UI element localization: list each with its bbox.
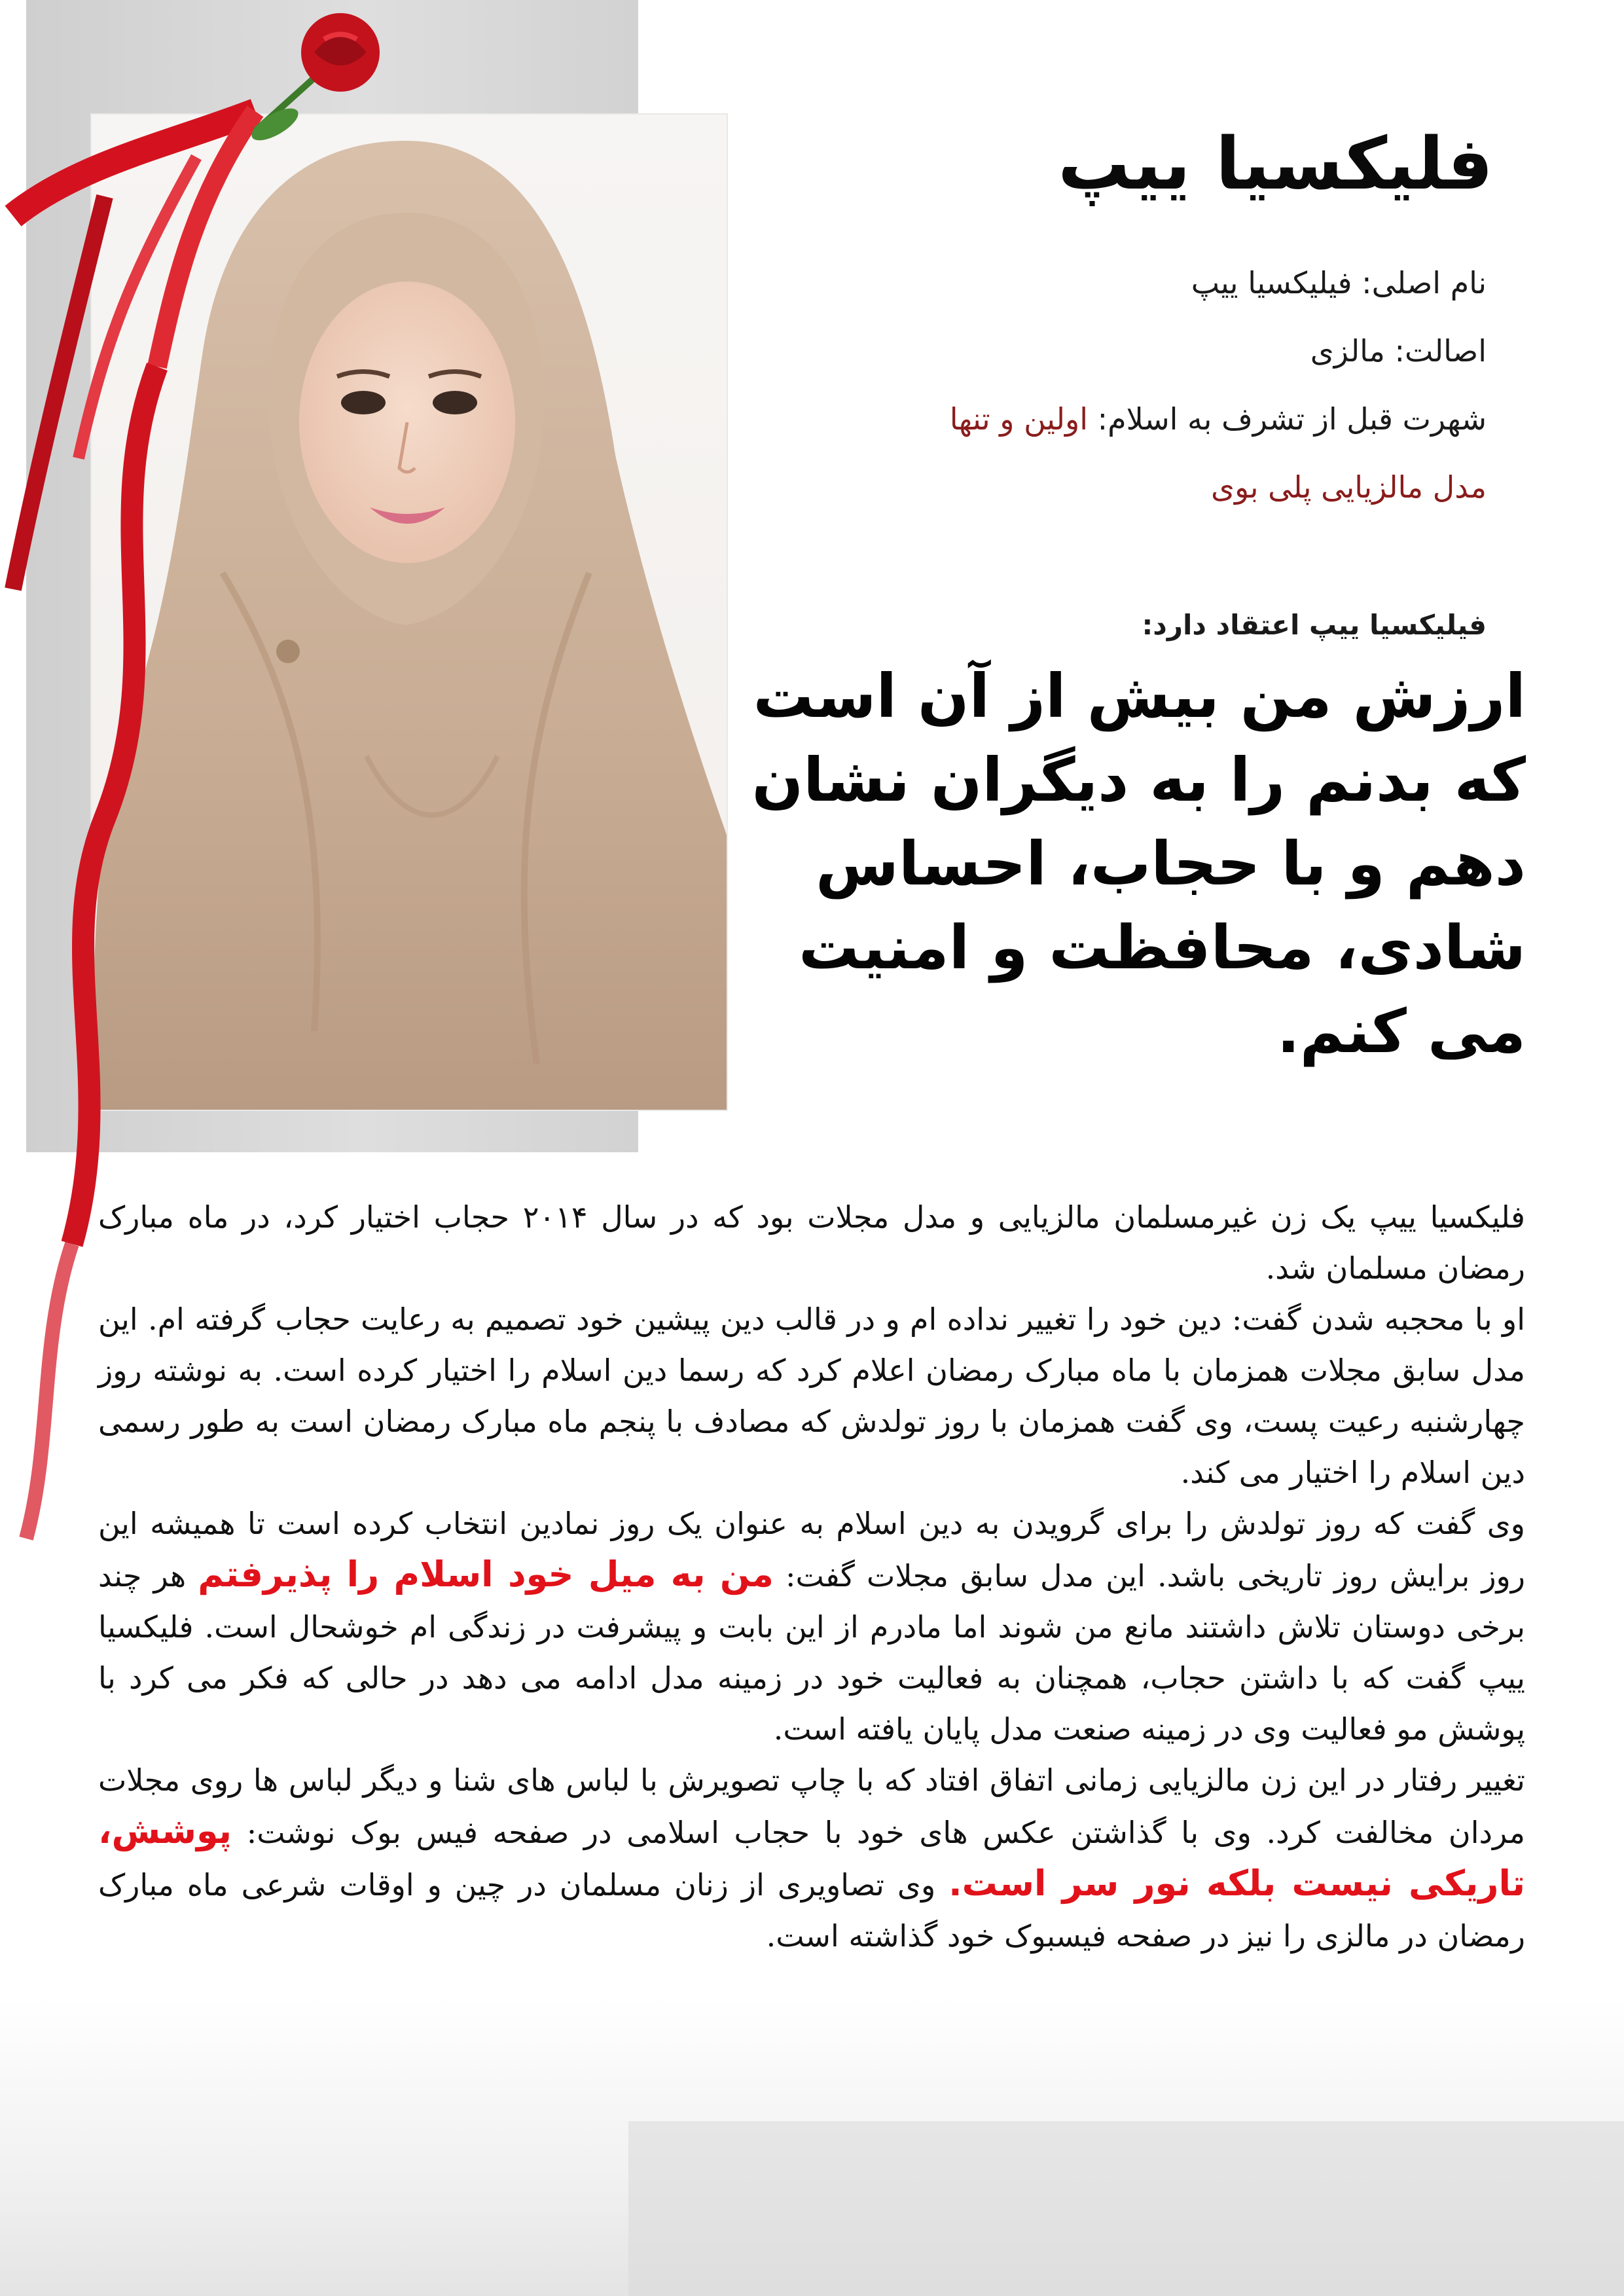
real-name: نام اصلی: فیلیکسیا ییپ xyxy=(1191,265,1487,301)
profile-info xyxy=(701,249,1487,521)
article-p3-b: هر چند برخی دوستان تلاش داشتند مانع من شوند اما مادرم از این بابت و پیشرفت در زندگی ام خوشحال است. فلیکسیا ییپ گفت که با داشتن حجاب، همچنان به فعالیت خود در زمینه مدل ادامه می دهد در حالی که فکر می کرد با پوشش مو فعالیت وی در زمینه صنعت مدل پایان یافته است. xyxy=(98,1558,1525,1747)
fame-value-part2: مدل مالزیایی پلی بوی xyxy=(1210,469,1487,505)
article-p4-b: وی تصاویری از زنان مسلمان در چین و اوقات شرعی ماه مبارک رمضان در مالزی را نیز در صفحه فیسبوک خود گذاشته است. xyxy=(98,1867,1525,1954)
article-paragraph-3 xyxy=(98,1498,1525,1755)
belief-quote: ارزش من بیش از آن است که بدنم را به دیگران نشان دهم و با حجاب، احساس شادی، محافظت و امنیت می کنم. xyxy=(751,661,1526,1066)
red-rose-decoration xyxy=(216,0,399,151)
article-paragraph-1: فلیکسیا ییپ یک زن غیرمسلمان مالزیایی و مدل مجلات بود که در سال ۲۰۱۴ حجاب اختیار کرد، در ماه مبارک رمضان مسلمان شد. xyxy=(98,1199,1526,1286)
belief-intro: فیلیکسیا ییپ اعتقاد دارد: xyxy=(1142,609,1487,641)
article-paragraph-2: او با محجبه شدن گفت: دین خود را تغییر نداده ام و در قالب دین پیشین خود تصمیم به رعایت حجاب گرفته ام. این مدل سابق مجلات همزمان با ماه مبارک رمضان اعلام کرد که رسما دین اسلام را اختیار کرده است. به نوشته روز چهارشنبه رعیت پست، وی گفت همزمان با روز تولدش که مصادف با پنجم ماه مبارک رمضان است به طور رسمی دین اسلام را اختیار می کند. xyxy=(98,1302,1525,1490)
origin: اصالت: مالزی xyxy=(1310,333,1487,369)
article-p4-a: تغییر رفتار در این زن مالزیایی زمانی اتفاق افتاد که با چاپ تصویرش با لباس های شنا و دیگر لباس ها روی مجلات مردان مخالفت کرد. وی با گذاشتن عکس های خود با حجاب اسلامی در صفحه فیس بوک نوشت: xyxy=(98,1762,1525,1850)
highlight-quote-2: پوشش، تاریکی نیست بلکه نور سر است. xyxy=(98,1810,1525,1904)
article-p3-a: وی گفت که روز تولدش را برای گرویدن به دین اسلام به عنوان یک روز نمادین انتخاب کرده است تا همیشه این روز برایش روز تاریخی باشد. این مدل سابق مجلات گفت: xyxy=(98,1506,1525,1594)
article-paragraph-4 xyxy=(98,1755,1525,1961)
page-title: فلیکسیا ییپ xyxy=(1058,122,1493,206)
fame-label: شهرت قبل از تشرف به اسلام: xyxy=(1088,401,1487,437)
fame-value-part1: اولین و تنها xyxy=(949,401,1089,437)
article-body xyxy=(98,1192,1525,1961)
fame-line xyxy=(701,385,1487,453)
background-bottom-panel xyxy=(628,2121,1624,2296)
highlight-quote-1: من به میل خود اسلام را پذیرفتم xyxy=(198,1554,774,1595)
